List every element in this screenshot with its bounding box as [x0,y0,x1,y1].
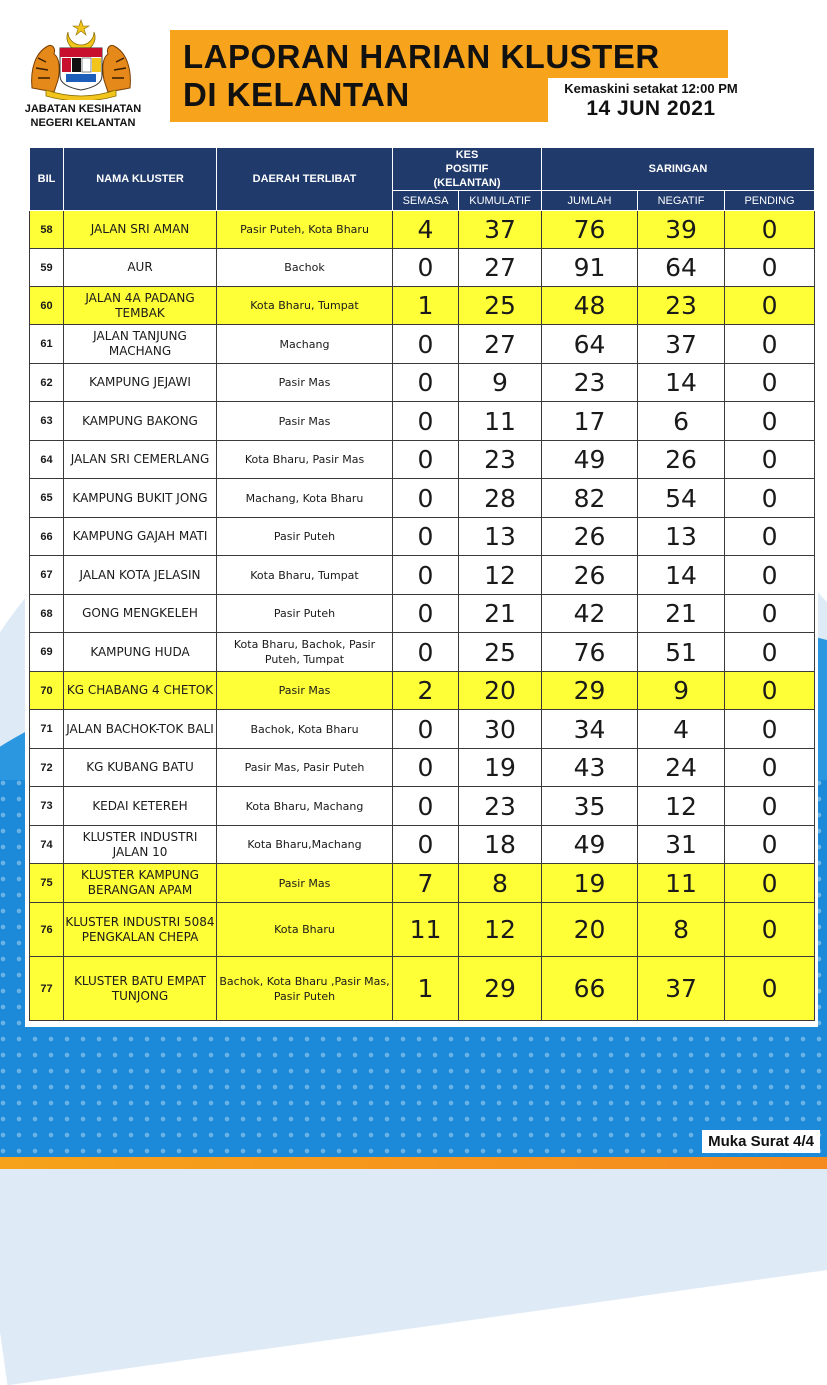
row-kumulatif: 29 [459,957,542,1021]
table-row [30,249,815,287]
table-row [30,287,815,325]
row-bil: 60 [30,287,64,325]
row-jumlah: 66 [542,957,638,1021]
row-district: Pasir Mas [217,364,393,402]
row-pending: 0 [725,211,815,249]
header-bil: BIL [30,148,64,211]
row-district: Kota Bharu, Bachok, Pasir Puteh, Tumpat [217,633,393,672]
row-semasa: 7 [393,864,459,903]
agency-line-1: JABATAN KESIHATAN [24,103,142,115]
table-row [30,826,815,864]
row-cluster-name: KLUSTER BATU EMPAT TUNJONG [64,957,217,1021]
row-semasa: 1 [393,287,459,325]
row-bil: 58 [30,211,64,249]
row-kumulatif: 13 [459,518,542,556]
row-district: Machang, Kota Bharu [217,479,393,518]
row-district: Pasir Mas [217,672,393,710]
row-pending: 0 [725,287,815,325]
row-kumulatif: 27 [459,325,542,364]
row-cluster-name: KAMPUNG JEJAWI [64,364,217,402]
table-row [30,479,815,518]
row-district: Bachok, Kota Bharu [217,710,393,749]
header-saringan: SARINGAN [542,148,815,191]
row-pending: 0 [725,325,815,364]
row-cluster-name: KAMPUNG BAKONG [64,402,217,441]
row-negatif: 26 [638,441,725,479]
row-jumlah: 64 [542,325,638,364]
row-cluster-name: AUR [64,249,217,287]
table-row [30,325,815,364]
row-pending: 0 [725,441,815,479]
row-pending: 0 [725,249,815,287]
agency-line-2: NEGERI KELANTAN [30,117,136,129]
update-label: Kemaskini setakat 12:00 PM [564,81,738,96]
row-district: Bachok, Kota Bharu ,Pasir Mas, Pasir Puteh [217,957,393,1021]
row-kumulatif: 11 [459,402,542,441]
row-cluster-name: KEDAI KETEREH [64,787,217,826]
row-jumlah: 19 [542,864,638,903]
row-district: Pasir Mas [217,864,393,903]
row-cluster-name: JALAN TANJUNG MACHANG [64,325,217,364]
table-row [30,441,815,479]
row-pending: 0 [725,556,815,595]
row-negatif: 11 [638,864,725,903]
row-district: Pasir Puteh [217,518,393,556]
row-semasa: 0 [393,441,459,479]
header-nama-kluster: NAMA KLUSTER [64,148,217,211]
update-info [548,78,754,126]
row-semasa: 0 [393,595,459,633]
row-bil: 64 [30,441,64,479]
row-cluster-name: JALAN SRI AMAN [64,211,217,249]
row-negatif: 23 [638,287,725,325]
row-bil: 59 [30,249,64,287]
table-row [30,364,815,402]
row-negatif: 37 [638,325,725,364]
table-row [30,633,815,672]
row-semasa: 0 [393,518,459,556]
row-district: Kota Bharu, Tumpat [217,287,393,325]
row-jumlah: 48 [542,287,638,325]
row-semasa: 0 [393,364,459,402]
row-pending: 0 [725,710,815,749]
row-semasa: 0 [393,325,459,364]
row-jumlah: 49 [542,826,638,864]
coat-of-arms-icon [26,18,136,100]
row-district: Kota Bharu,Machang [217,826,393,864]
row-pending: 0 [725,402,815,441]
row-negatif: 6 [638,402,725,441]
row-jumlah: 23 [542,364,638,402]
row-bil: 62 [30,364,64,402]
row-semasa: 11 [393,903,459,957]
row-kumulatif: 21 [459,595,542,633]
row-pending: 0 [725,633,815,672]
table-row [30,595,815,633]
row-cluster-name: JALAN SRI CEMERLANG [64,441,217,479]
table-row [30,672,815,710]
agency-name [8,102,158,130]
row-kumulatif: 25 [459,633,542,672]
row-negatif: 12 [638,787,725,826]
row-district: Kota Bharu, Pasir Mas [217,441,393,479]
row-negatif: 14 [638,364,725,402]
row-negatif: 51 [638,633,725,672]
row-bil: 66 [30,518,64,556]
row-jumlah: 17 [542,402,638,441]
row-kumulatif: 12 [459,903,542,957]
row-district: Kota Bharu, Tumpat [217,556,393,595]
cluster-table [29,147,815,1021]
row-district: Bachok [217,249,393,287]
row-jumlah: 26 [542,556,638,595]
row-semasa: 0 [393,826,459,864]
row-bil: 77 [30,957,64,1021]
page-number-label: Muka Surat 4/4 [702,1130,820,1153]
row-jumlah: 43 [542,749,638,787]
row-kumulatif: 28 [459,479,542,518]
row-jumlah: 35 [542,787,638,826]
row-pending: 0 [725,518,815,556]
row-kumulatif: 19 [459,749,542,787]
row-jumlah: 20 [542,903,638,957]
row-cluster-name: JALAN KOTA JELASIN [64,556,217,595]
row-kumulatif: 23 [459,441,542,479]
header-negatif: NEGATIF [638,191,725,211]
row-cluster-name: GONG MENGKELEH [64,595,217,633]
row-jumlah: 34 [542,710,638,749]
row-bil: 67 [30,556,64,595]
row-bil: 71 [30,710,64,749]
row-negatif: 8 [638,903,725,957]
row-cluster-name: KG CHABANG 4 CHETOK [64,672,217,710]
header-kumulatif: KUMULATIF [459,191,542,211]
row-semasa: 1 [393,957,459,1021]
row-jumlah: 42 [542,595,638,633]
row-semasa: 2 [393,672,459,710]
row-district: Pasir Puteh, Kota Bharu [217,211,393,249]
table-row [30,402,815,441]
row-jumlah: 91 [542,249,638,287]
row-kumulatif: 9 [459,364,542,402]
row-cluster-name: KAMPUNG HUDA [64,633,217,672]
row-bil: 74 [30,826,64,864]
row-semasa: 0 [393,710,459,749]
row-kumulatif: 20 [459,672,542,710]
row-negatif: 9 [638,672,725,710]
row-cluster-name: KAMPUNG GAJAH MATI [64,518,217,556]
update-date: 14 JUN 2021 [586,97,716,120]
row-bil: 73 [30,787,64,826]
row-pending: 0 [725,672,815,710]
table-row [30,518,815,556]
row-bil: 75 [30,864,64,903]
row-negatif: 31 [638,826,725,864]
row-negatif: 39 [638,211,725,249]
row-bil: 69 [30,633,64,672]
row-kumulatif: 8 [459,864,542,903]
row-semasa: 0 [393,749,459,787]
row-negatif: 13 [638,518,725,556]
row-cluster-name: JALAN 4A PADANG TEMBAK [64,287,217,325]
row-kumulatif: 12 [459,556,542,595]
table-row [30,864,815,903]
row-bil: 70 [30,672,64,710]
row-jumlah: 76 [542,211,638,249]
row-pending: 0 [725,903,815,957]
row-cluster-name: KAMPUNG BUKIT JONG [64,479,217,518]
row-district: Kota Bharu, Machang [217,787,393,826]
row-cluster-name: KLUSTER INDUSTRI 5084 PENGKALAN CHEPA [64,903,217,957]
row-semasa: 0 [393,249,459,287]
row-jumlah: 82 [542,479,638,518]
header-kes-positif: KES POSITIF (KELANTAN) [393,148,542,191]
row-pending: 0 [725,957,815,1021]
row-pending: 0 [725,364,815,402]
row-kumulatif: 30 [459,710,542,749]
report-title-line-2: DI KELANTAN [183,76,410,113]
row-cluster-name: KLUSTER KAMPUNG BERANGAN APAM [64,864,217,903]
row-pending: 0 [725,787,815,826]
footer-stripe [0,1157,827,1169]
header-daerah: DAERAH TERLIBAT [217,148,393,211]
row-kumulatif: 25 [459,287,542,325]
row-jumlah: 26 [542,518,638,556]
row-district: Pasir Puteh [217,595,393,633]
row-pending: 0 [725,864,815,903]
header-semasa: SEMASA [393,191,459,211]
table-row [30,211,815,249]
row-pending: 0 [725,749,815,787]
row-pending: 0 [725,595,815,633]
report-title-line-1: LAPORAN HARIAN KLUSTER [183,38,660,75]
row-bil: 63 [30,402,64,441]
row-semasa: 0 [393,556,459,595]
row-pending: 0 [725,479,815,518]
row-district: Pasir Mas [217,402,393,441]
row-kumulatif: 23 [459,787,542,826]
table-row [30,787,815,826]
header-pending: PENDING [725,191,815,211]
row-district: Machang [217,325,393,364]
row-kumulatif: 27 [459,249,542,287]
row-negatif: 4 [638,710,725,749]
row-bil: 72 [30,749,64,787]
table-row [30,749,815,787]
row-negatif: 21 [638,595,725,633]
row-semasa: 0 [393,633,459,672]
row-semasa: 0 [393,479,459,518]
table-row [30,903,815,957]
cluster-table-body [30,211,815,1021]
row-pending: 0 [725,826,815,864]
row-negatif: 37 [638,957,725,1021]
row-jumlah: 49 [542,441,638,479]
row-kumulatif: 18 [459,826,542,864]
table-row [30,710,815,749]
row-negatif: 24 [638,749,725,787]
row-semasa: 4 [393,211,459,249]
row-negatif: 14 [638,556,725,595]
row-bil: 76 [30,903,64,957]
row-kumulatif: 37 [459,211,542,249]
row-district: Pasir Mas, Pasir Puteh [217,749,393,787]
row-bil: 65 [30,479,64,518]
row-cluster-name: KLUSTER INDUSTRI JALAN 10 [64,826,217,864]
row-jumlah: 76 [542,633,638,672]
row-negatif: 64 [638,249,725,287]
header-jumlah: JUMLAH [542,191,638,211]
row-jumlah: 29 [542,672,638,710]
row-semasa: 0 [393,787,459,826]
row-cluster-name: JALAN BACHOK-TOK BALI [64,710,217,749]
row-bil: 68 [30,595,64,633]
row-bil: 61 [30,325,64,364]
row-cluster-name: KG KUBANG BATU [64,749,217,787]
table-row [30,556,815,595]
row-semasa: 0 [393,402,459,441]
row-district: Kota Bharu [217,903,393,957]
table-row [30,957,815,1021]
row-negatif: 54 [638,479,725,518]
